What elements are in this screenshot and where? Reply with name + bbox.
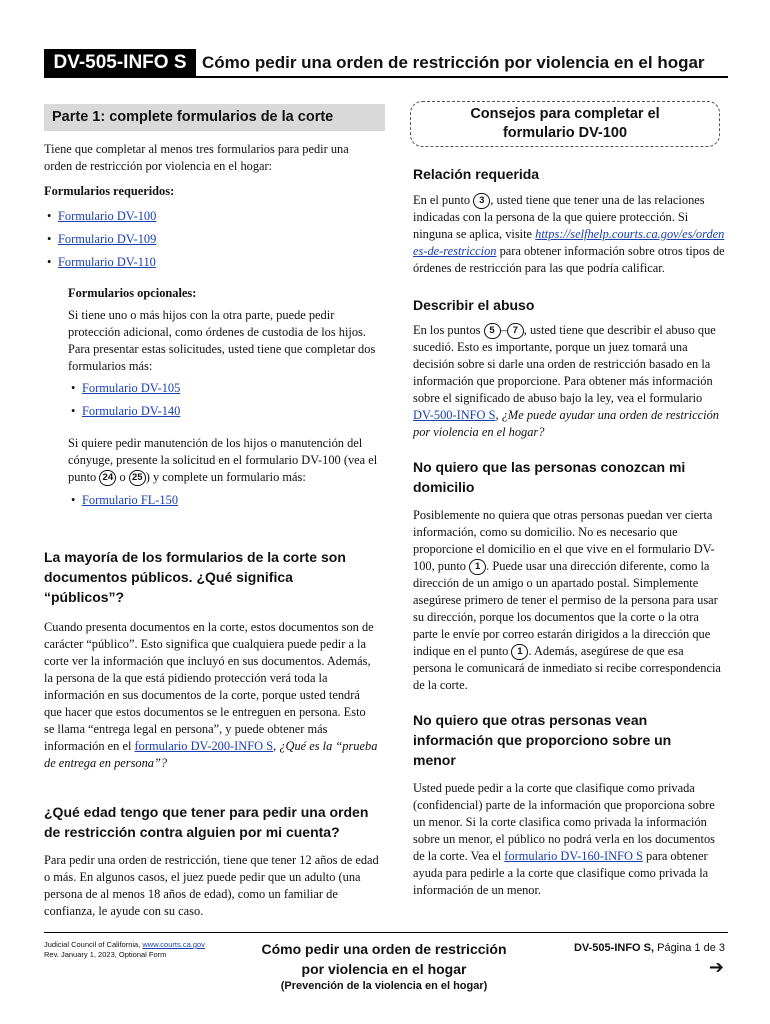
relation-heading: Relación requerida (413, 166, 540, 182)
support-forms-list (68, 492, 379, 509)
part1-heading-bar (44, 104, 385, 131)
form-dv160-info-link[interactable]: formulario DV-160-INFO S (504, 849, 643, 863)
header (44, 49, 728, 77)
selfhelp-link[interactable]: https://selfhelp.courts.ca.gov/es/ordenes-de-restriccion (413, 227, 725, 258)
footer-title-line2: por violencia en el hogar (301, 961, 467, 977)
form-dv140-link[interactable]: Formulario DV-140 (82, 404, 181, 418)
public-section (44, 547, 379, 772)
list-item (44, 254, 379, 271)
address-heading: No quiero que las personas conozcan mi domicilio (413, 459, 686, 495)
list-item (68, 380, 379, 397)
relation-text: En el punto 3 , usted tiene que tener una de las relaciones indicadas con la persona de la que quiere protección. Si ninguna se aplica, visite https://selfhelp.courts.ca.gov/es/ordenes-de-restriccion para obtener información sobre otros tipos de órdenes de restricción para las que podría calificar. (413, 193, 725, 275)
public-italic-title: ¿Qué es la “prueba de entrega en persona”? (44, 739, 378, 770)
optional-forms-list (68, 380, 379, 420)
item-number-badge: 7 (507, 323, 524, 339)
abuse-italic-title: ¿Me puede ayudar una orden de restricción por violencia en el hogar? (413, 408, 719, 439)
footer-rule (44, 932, 728, 933)
footer-title-line1: Cómo pedir una orden de restricción (261, 941, 507, 957)
age-section (44, 802, 384, 920)
form-fl150-link[interactable]: Formulario FL-150 (82, 493, 179, 507)
public-heading: La mayoría de los formularios de la corte son documentos públicos. ¿Qué significa “públicos”? (44, 549, 346, 605)
form-dv100-link[interactable]: Formulario DV-100 (58, 209, 157, 223)
form-dv500-info-link[interactable]: DV-500-INFO S (413, 408, 496, 422)
form-id-badge (44, 49, 196, 77)
minor-text: Usted puede pedir a la corte que clasifique como privada (confidencial) parte de la información que proporciona sobre un menor. Si la corte clasifica como privada la información sobre un menor, el público no podrá verla en los documentos de la corte. Vea el formulario DV-160-INFO S para obtener ayuda para pedirle a la corte que clasifique como privada la información de un menor. (413, 781, 715, 897)
list-item (68, 403, 379, 420)
age-heading: ¿Qué edad tengo que tener para pedir una orden de restricción contra alguien por mi cuenta? (44, 804, 369, 840)
abuse-heading: Describir el abuso (413, 297, 535, 313)
list-item (68, 492, 379, 509)
form-dv200-info-link[interactable]: formulario DV-200-INFO S (134, 739, 274, 753)
footer (44, 936, 728, 996)
form-dv105-link[interactable]: Formulario DV-105 (82, 381, 181, 395)
required-forms-list (44, 208, 379, 271)
abuse-text: En los puntos 5 – 7 , usted tiene que describir el abuso que sucedió. Esto es importante, porque un juez tomará una decisión sobre si darle una orden de restricción basado en la información que proporcione. Para obtener más información sobre el significado de abuso bajo la ley, vea el formulario DV-500-INFO S, ¿Me puede ayudar una orden de restricción por violencia en el hogar? (413, 323, 719, 439)
form-dv110-link[interactable]: Formulario DV-110 (58, 255, 156, 269)
optional-forms-text: Si tiene uno o más hijos con la otra parte, puede pedir protección adicional, como órdenes de custodia de los hijos. Para presentar estas solicitudes, usted tiene que completar dos formularios más: (68, 308, 376, 373)
part1-section (44, 141, 379, 509)
footer-form-id: DV-505-INFO S, (573, 942, 655, 954)
item-number-badge: 25 (129, 470, 146, 486)
tips-box-title: Consejos para completar el formulario DV-100 (470, 106, 660, 141)
next-page-arrow-icon[interactable]: ➔ (708, 957, 724, 977)
age-text: Para pedir una orden de restricción, tiene que tener 12 años de edad o más. En algunos casos, el juez puede pedir que un adulto (una persona de al menos 18 años de edad), como un familiar de confianza, le ayude con su caso. (44, 853, 379, 918)
footer-subtitle: (Prevención de la violencia en el hogar) (280, 980, 488, 992)
list-item (44, 231, 379, 248)
form-id: DV-505-INFO S (53, 52, 187, 73)
address-text: Posiblemente no quiera que otras personas puedan ver cierta información, como su domicilio. No es necesario que proporcione el domicilio en el que vive en el formulario DV-100, punto 1 . Puede usar una dirección diferente, como la dirección de un amigo o un apartado postal. Simplemente asegúrese primero de tener el permiso de la persona para usar su dirección, porque los documentos que la corte o la otra parte le envíe por correo estarán dirigidos a la dirección que indique en el punto 1 . Además, asegúrese de que esa persona le comunicará de inmediato si recibe correspondencia de la corte. (413, 508, 721, 692)
required-forms-label: Formularios requeridos: (44, 184, 175, 198)
item-number-badge: 1 (469, 559, 486, 575)
item-number-badge: 5 (484, 323, 501, 339)
minor-heading: No quiero que otras personas vean información que proporciono sobre un menor (413, 712, 672, 768)
optional-forms-label: Formularios opcionales: (68, 286, 197, 300)
tips-section (413, 164, 725, 899)
item-number-badge: 3 (473, 193, 490, 209)
footer-council: Judicial Council of California, www.courts.ca.gov (44, 940, 205, 949)
tips-box (410, 101, 720, 147)
footer-revision: Rev. January 1, 2023, Optional Form (44, 950, 167, 959)
footer-title (224, 939, 544, 994)
public-text: Cuando presenta documentos en la corte, estos documentos son de carácter “público”. Esto significa que cualquiera puede pedir a la corte ver la información que incluyó en sus documentos. Además, la persona de la que está pidiendo protección verá toda la información en sus documentos de la corte, porque usted tendrá que hacer que estos documentos se le entreguen en persona. Esto se llama “entrega legal en persona”, y puede obtener más información en el formulario DV-200-INFO S, ¿Qué es la “prueba de entrega en persona”? (44, 620, 378, 770)
part1-heading: Parte 1: complete formularios de la corte (52, 109, 334, 125)
header-rule (44, 76, 728, 78)
form-dv109-link[interactable]: Formulario DV-109 (58, 232, 157, 246)
item-number-badge: 24 (99, 470, 116, 486)
item-number-badge: 1 (511, 644, 528, 660)
list-item (44, 208, 379, 225)
support-text: Si quiere pedir manutención de los hijos o manutención del cónyuge, presente la solicitud en el formulario DV-100 (vea el punto 24 o 25 ) y complete un formulario más: (68, 436, 378, 484)
page-title: Cómo pedir una orden de restricción por violencia en el hogar (202, 53, 705, 72)
page-number: Página 1 de 3 (657, 942, 725, 954)
courts-website-link[interactable]: www.courts.ca.gov (142, 940, 205, 949)
optional-forms-block (68, 285, 379, 509)
footer-page (574, 941, 725, 955)
part1-intro: Tiene que completar al menos tres formularios para pedir una orden de restricción por violencia en el hogar: (44, 142, 349, 173)
